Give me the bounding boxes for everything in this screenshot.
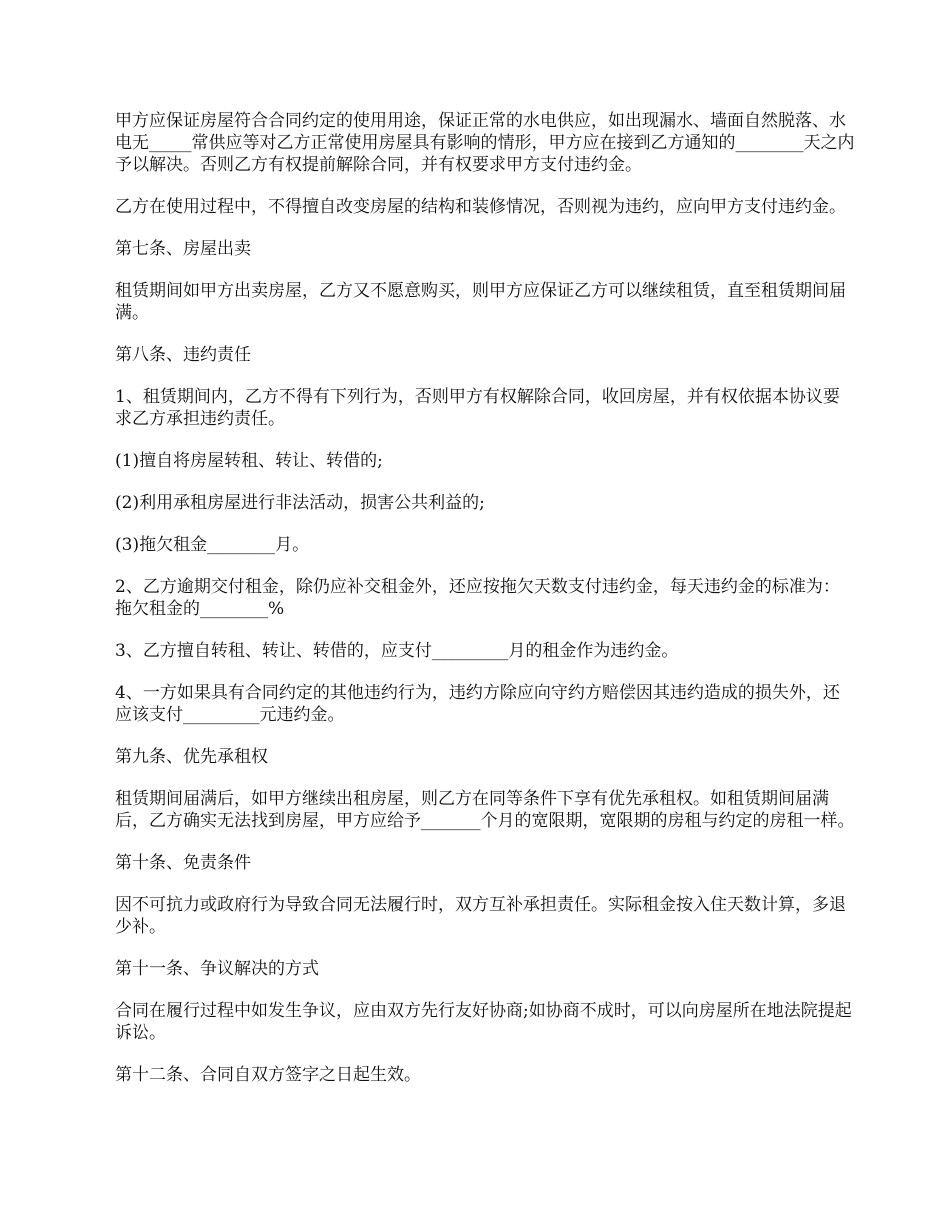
clause-breach-1: 1、租赁期间内，乙方不得有下列行为，否则甲方有权解除合同，收回房屋，并有权依据本协议要求乙方承担违约责任。 [115,387,840,429]
heading-article-11: 第十一条、争议解决的方式 [115,959,319,979]
clause-breach-3: 3、乙方擅自转租、转让、转借的，应支付_________月的租金作为违约金。 [115,641,679,661]
document-body [115,110,855,1106]
heading-article-9: 第九条、优先承租权 [115,747,268,767]
clause-water-power-guarantee: 甲方应保证房屋符合合同约定的使用用途，保证正常的水电供应，如出现漏水、墙面自然脱落、水电无_____常供应等对乙方正常使用房屋具有影响的情形，甲方应在接到乙方通知的________天之内予以解决。否则乙方有权提前解除合同，并有权要求甲方支付违约金。 [115,111,855,175]
clause-priority-lease: 租赁期间届满后，如甲方继续出租房屋，则乙方在同等条件下享有优先承租权。如租赁期间届满后，乙方确实无法找到房屋，甲方应给予_______个月的宽限期，宽限期的房租与约定的房租一样。 [115,789,855,831]
clause-no-alteration: 乙方在使用过程中，不得擅自改变房屋的结构和装修情况，否则视为违约，应向甲方支付违约金。 [115,197,846,217]
clause-house-sale: 租赁期间如甲方出卖房屋，乙方又不愿意购买，则甲方应保证乙方可以继续租赁，直至租赁期间届满。 [115,281,846,323]
clause-breach-1-item-3: (3)拖欠租金________月。 [115,535,310,555]
heading-article-10: 第十条、免责条件 [115,853,251,873]
heading-article-8: 第八条、违约责任 [115,345,251,365]
clause-force-majeure: 因不可抗力或政府行为导致合同无法履行时，双方互补承担责任。实际租金按入住天数计算，多退少补。 [115,895,846,937]
heading-article-12: 第十二条、合同自双方签字之日起生效。 [115,1065,421,1085]
heading-article-7: 第七条、房屋出卖 [115,239,251,259]
clause-breach-2: 2、乙方逾期交付租金，除仍应补交租金外，还应按拖欠天数支付违约金，每天违约金的标准为：拖欠租金的________% [115,577,840,619]
clause-breach-4: 4、一方如果具有合同约定的其他违约行为，违约方除应向守约方赔偿因其违约造成的损失外，还应该支付_________元违约金。 [115,683,840,725]
clause-breach-1-item-2: (2)利用承租房屋进行非法活动，损害公共利益的; [115,493,485,513]
clause-breach-1-item-1: (1)擅自将房屋转租、转让、转借的; [115,451,383,471]
clause-dispute-resolution: 合同在履行过程中如发生争议，应由双方先行友好协商;如协商不成时，可以向房屋所在地法院提起诉讼。 [115,1001,852,1043]
